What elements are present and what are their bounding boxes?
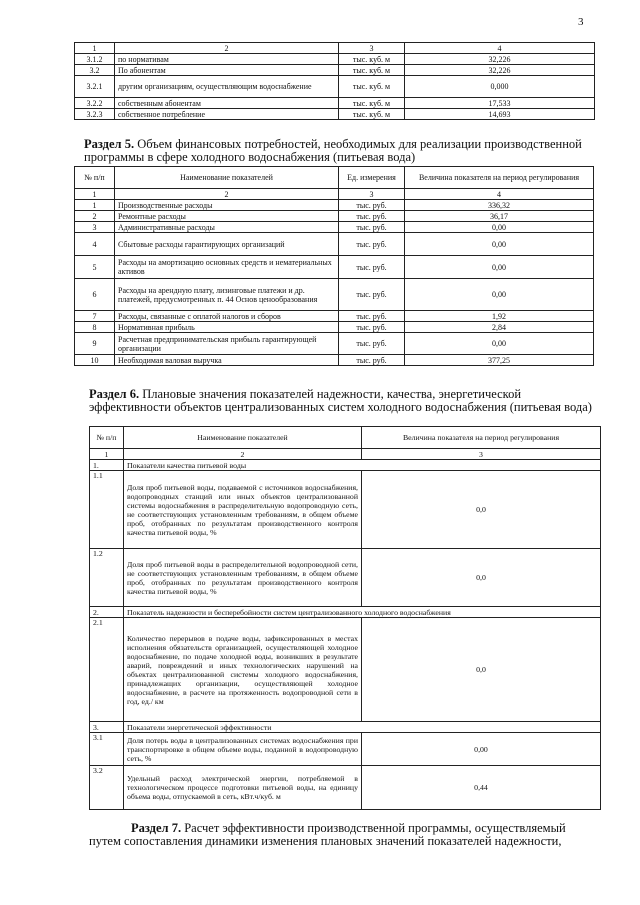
row-value: 32,226 xyxy=(405,65,595,76)
row-name: Ремонтные расходы xyxy=(115,211,339,222)
row-value: 0,0 xyxy=(362,549,601,607)
group-name: Показатели энергетической эффективности xyxy=(124,722,601,733)
row-value: 0,00 xyxy=(362,733,601,766)
row-name: Доля проб питьевой воды в распределительной водопроводной сети, не соответствующих установленным требованиям, в общем объеме проб, отобранных по результатам производственного контроля качества питьевой воды, % xyxy=(124,549,362,607)
row-value: 377,25 xyxy=(405,355,594,366)
row-number: 9 xyxy=(75,333,115,355)
section-5-heading xyxy=(84,138,594,164)
table-row xyxy=(75,222,594,233)
table-row xyxy=(75,233,594,256)
row-name: Расчетная предпринимательская прибыль гарантирующей организации xyxy=(115,333,339,355)
row-name: Необходимая валовая выручка xyxy=(115,355,339,366)
column-number: 1 xyxy=(75,189,115,200)
row-value: 32,226 xyxy=(405,54,595,65)
row-name: Сбытовые расходы гарантирующих организаций xyxy=(115,233,339,256)
row-value: 17,533 xyxy=(405,98,595,109)
row-unit: тыс. руб. xyxy=(339,322,405,333)
row-name: Количество перерывов в подаче воды, зафиксированных в местах исполнения обязательств организацией, осуществляющей холодное водоснабжение, по подаче холодной воды, возникших в результате аварий, повреждений и иных технологических нарушений на объектах централизованной системы холодного водоснабжения, принадлежащих организации, осуществляющей холодное водоснабжение, в расчете на протяженность водопроводной сети в год, ед./ км xyxy=(124,618,362,722)
group-name: Показатель надежности и бесперебойности систем централизованного холодного водоснабжения xyxy=(124,607,601,618)
table-row xyxy=(75,211,594,222)
table-row xyxy=(75,355,594,366)
row-unit: тыс. куб. м xyxy=(339,109,405,120)
row-number: 3.2 xyxy=(75,65,115,76)
row-name: Удельный расход электрической энергии, потребляемой в технологическом процессе подготовки питьевой воды, на единицу объема воды, отпускаемой в сеть, кВт.ч/куб. м xyxy=(124,766,362,810)
row-name: Административные расходы xyxy=(115,222,339,233)
table-row xyxy=(75,54,595,65)
row-number: 3.1 xyxy=(90,733,124,766)
row-name: собственное потребление xyxy=(115,109,339,120)
row-name: собственным абонентам xyxy=(115,98,339,109)
row-number: 1 xyxy=(75,200,115,211)
row-value: 0,00 xyxy=(405,333,594,355)
row-unit: тыс. руб. xyxy=(339,279,405,311)
column-number: 4 xyxy=(405,43,595,54)
row-number: 1.2 xyxy=(90,549,124,607)
row-number: 2.1 xyxy=(90,618,124,722)
water-volume-table xyxy=(74,42,595,120)
row-number: 3.2.1 xyxy=(75,76,115,98)
group-row xyxy=(90,607,601,618)
section-6-title: Плановые значения показателей надежности, качества, энергетической эффективности объектов централизованных систем холодного водоснабжения (питьевая вода) xyxy=(89,387,592,414)
row-name: Доля потерь воды в централизованных системах водоснабжения при транспортировке в общем объеме воды, поданной в водопроводную сеть, % xyxy=(124,733,362,766)
row-number: 6 xyxy=(75,279,115,311)
group-name: Показатели качества питьевой воды xyxy=(124,460,601,471)
row-value: 14,693 xyxy=(405,109,595,120)
row-unit: тыс. руб. xyxy=(339,200,405,211)
column-header: Величина показателя на период регулирования xyxy=(405,167,594,189)
row-unit: тыс. руб. xyxy=(339,222,405,233)
column-numbers-row xyxy=(90,449,601,460)
table-header-row xyxy=(75,167,594,189)
section-6-label: Раздел 6. xyxy=(89,387,140,401)
row-name: Расходы на амортизацию основных средств и нематериальных активов xyxy=(115,256,339,279)
table-row xyxy=(75,65,595,76)
column-header: № п/п xyxy=(90,427,124,449)
reliability-indicators-table xyxy=(89,426,601,810)
column-header: Наименование показателей xyxy=(124,427,362,449)
table-row xyxy=(75,256,594,279)
table-row xyxy=(90,471,601,549)
row-number: 5 xyxy=(75,256,115,279)
table-row xyxy=(75,98,595,109)
column-header: Наименование показателей xyxy=(115,167,339,189)
row-number: 3.1.2 xyxy=(75,54,115,65)
row-number: 3 xyxy=(75,222,115,233)
column-numbers-row xyxy=(75,189,594,200)
row-number: 2 xyxy=(75,211,115,222)
row-name: Нормативная прибыль xyxy=(115,322,339,333)
table-row xyxy=(90,549,601,607)
section-5-title: Объем финансовых потребностей, необходимых для реализации производственной программы в сфере холодного водоснабжения (питьевая вода) xyxy=(84,137,582,164)
row-value: 336,32 xyxy=(405,200,594,211)
column-number: 1 xyxy=(75,43,115,54)
row-unit: тыс. руб. xyxy=(339,256,405,279)
table-row xyxy=(75,333,594,355)
row-value: 0,00 xyxy=(405,233,594,256)
table-row xyxy=(90,733,601,766)
column-header: Ед. измерения xyxy=(339,167,405,189)
row-unit: тыс. руб. xyxy=(339,333,405,355)
column-number: 2 xyxy=(124,449,362,460)
row-number: 3.2 xyxy=(90,766,124,810)
column-header: № п/п xyxy=(75,167,115,189)
column-number: 2 xyxy=(115,189,339,200)
row-unit: тыс. куб. м xyxy=(339,65,405,76)
row-value: 0,0 xyxy=(362,618,601,722)
section-7-title: Расчет эффективности производственной программы, осуществляемый путем сопоставления динамики изменения плановых значений показателей надежности, xyxy=(89,821,566,848)
row-unit: тыс. руб. xyxy=(339,211,405,222)
row-value: 36,17 xyxy=(405,211,594,222)
row-number: 8 xyxy=(75,322,115,333)
group-row xyxy=(90,460,601,471)
group-row xyxy=(90,722,601,733)
row-unit: тыс. куб. м xyxy=(339,76,405,98)
table-row xyxy=(90,618,601,722)
row-number: 7 xyxy=(75,311,115,322)
table-header-row xyxy=(75,43,595,54)
row-unit: тыс. руб. xyxy=(339,355,405,366)
group-number: 3. xyxy=(90,722,124,733)
row-name: Расходы, связанные с оплатой налогов и сборов xyxy=(115,311,339,322)
row-name: другим организациям, осуществляющим водоснабжение xyxy=(115,76,339,98)
row-value: 1,92 xyxy=(405,311,594,322)
group-number: 1. xyxy=(90,460,124,471)
row-value: 0,000 xyxy=(405,76,595,98)
row-name: По абонентам xyxy=(115,65,339,76)
row-number: 3.2.2 xyxy=(75,98,115,109)
column-header: Величина показателя на период регулирования xyxy=(362,427,601,449)
row-value: 2,84 xyxy=(405,322,594,333)
table-row xyxy=(75,76,595,98)
row-number: 3.2.3 xyxy=(75,109,115,120)
row-number: 4 xyxy=(75,233,115,256)
row-name: по нормативам xyxy=(115,54,339,65)
row-unit: тыс. руб. xyxy=(339,233,405,256)
row-unit: тыс. руб. xyxy=(339,311,405,322)
row-name: Расходы на арендную плату, лизинговые платежи и др. платежей, предусмотренных п. 44 Основ ценообразования xyxy=(115,279,339,311)
row-name: Доля проб питьевой воды, подаваемой с источников водоснабжения, водопроводных станций или иных объектов централизованной системы водоснабжения в распределительную водопроводную сеть, не соответствующих установленным требованиям, в общем объеме проб, отобранных по результатам производственного контроля качества питьевой воды, % xyxy=(124,471,362,549)
section-7-label: Раздел 7. xyxy=(131,821,182,835)
page-number: 3 xyxy=(578,16,584,28)
row-value: 0,44 xyxy=(362,766,601,810)
row-value: 0,0 xyxy=(362,471,601,549)
column-number: 3 xyxy=(339,43,405,54)
section-6-heading xyxy=(89,388,595,414)
row-unit: тыс. куб. м xyxy=(339,98,405,109)
column-number: 3 xyxy=(362,449,601,460)
table-row xyxy=(75,311,594,322)
table-row xyxy=(75,279,594,311)
section-5-label: Раздел 5. xyxy=(84,137,135,151)
financial-needs-table xyxy=(74,166,594,366)
table-row xyxy=(75,322,594,333)
row-unit: тыс. куб. м xyxy=(339,54,405,65)
row-number: 1.1 xyxy=(90,471,124,549)
row-value: 0,00 xyxy=(405,256,594,279)
row-value: 0,00 xyxy=(405,279,594,311)
row-number: 10 xyxy=(75,355,115,366)
column-number: 3 xyxy=(339,189,405,200)
table-row xyxy=(90,766,601,810)
table-row xyxy=(75,109,595,120)
column-number: 1 xyxy=(90,449,124,460)
table-row xyxy=(75,200,594,211)
group-number: 2. xyxy=(90,607,124,618)
column-number: 4 xyxy=(405,189,594,200)
row-name: Производственные расходы xyxy=(115,200,339,211)
section-7-heading xyxy=(89,822,594,848)
table-header-row xyxy=(90,427,601,449)
column-number: 2 xyxy=(115,43,339,54)
row-value: 0,00 xyxy=(405,222,594,233)
